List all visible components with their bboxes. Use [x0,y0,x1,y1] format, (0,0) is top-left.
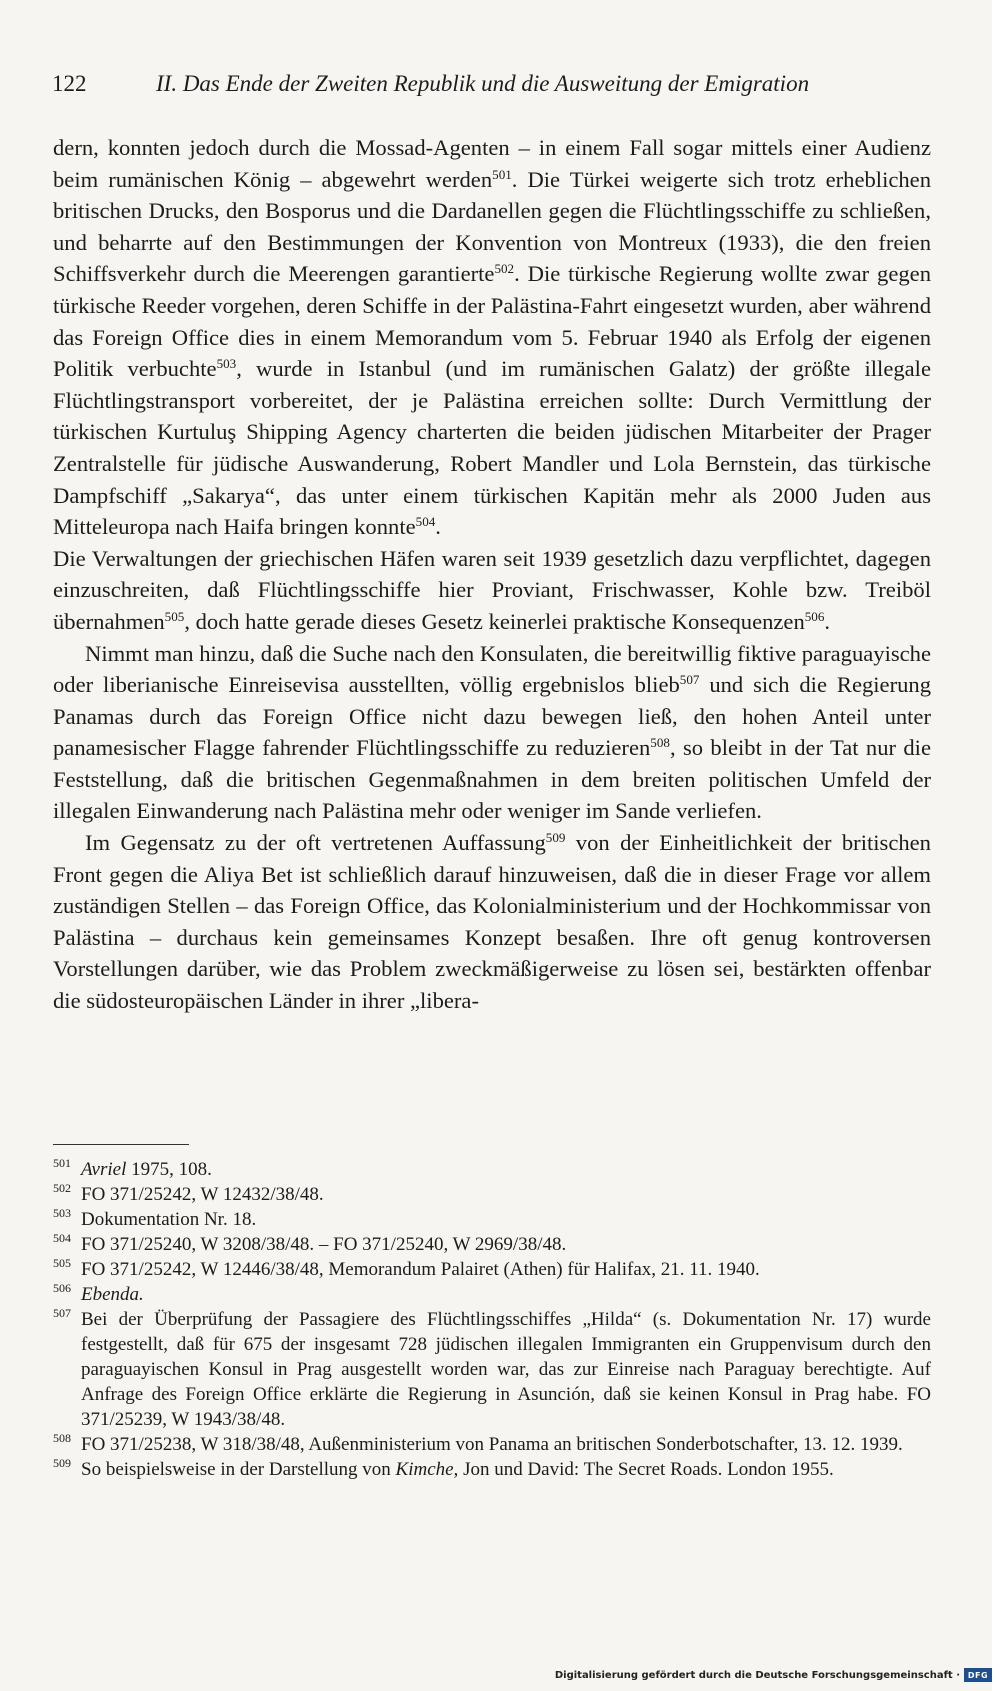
text-run: , wurde in Istanbul (und im rumänischen Galatz) der größte illegale Flüchtlingstransport vorbereitet, der je Palästina erreichen sollte: Durch Vermittlung der türkischen Kurtuluş Shipping Agency charterten die beiden jüdischen Mitarbeiter der Prager Zentralstelle für jüdische Auswanderung, Robert Mandler und Lola Bernstein, das türkische Dampfschiff „Sakarya“, das unter einem türkischen Kapitän mehr als 2000 Juden aus Mitteleuropa nach Haifa bringen konnte [53,356,931,540]
footnote-ref-505: 505 [164,608,185,624]
footnote-ref-504: 504 [415,514,436,529]
text-run: , doch hatte gerade dieses Gesetz keinerlei praktische Konsequenzen [184,608,805,634]
text-run: . Die türkische Regierung wollte zwar gegen türkische Reeder vorgehen, deren Schiffe in der Palästina-Fahrt eingesetzt wurden, aber während das Foreign Office dies in einem Memorandum vom 5. Februar 1940 als Erfolg der eigenen Politik verbuchte [53,261,931,382]
footnote-separator [53,1144,189,1145]
footnote-number: 506 [53,1281,71,1295]
footnote-ref-508: 508 [650,735,670,751]
page-number: 122 [52,71,87,96]
text-run: Nimmt man hinzu, daß die Suche nach den Konsulaten, die bereitwillig fiktive paraguayische oder liberianische Einreisevisa ausstellten, völlig ergebnislos blieb [53,640,931,698]
footnote-506 [53,1282,931,1307]
footnote-502 [53,1182,931,1207]
footnote-text: 1975, 108. [126,1159,212,1180]
body-text [53,132,931,1017]
footnote-501 [53,1157,931,1182]
footnote-505 [53,1257,931,1282]
footnote-number: 507 [53,1306,71,1320]
footnotes [53,1157,931,1482]
dfg-logo-icon: DFG [964,1668,992,1682]
footnote-author: Avriel [81,1159,127,1180]
footnote-ref-501: 501 [492,166,512,182]
paragraph-1 [53,132,931,543]
text-run: . Die Türkei weigerte sich trotz erheblichen britischen Drucks, den Bosporus und die Dardanellen gegen die Flüchtlingsschiffe zu schließen, und beharrte auf den Bestimmungen der Konvention von Montreux (1933), die den freien Schiffsverkehr durch die Meerengen garantierte [53,166,931,287]
footnote-text: FO 371/25242, W 12446/38/48, Memorandum Palairet (Athen) für Halifax, 21. 11. 1940. [81,1259,760,1280]
footnote-text: Dokumentation Nr. 18. [81,1209,257,1230]
digitization-credit [555,1667,992,1683]
running-head: II. Das Ende der Zweiten Republik und die Ausweitung der Emigration [156,71,810,96]
footnote-ref-507: 507 [679,671,700,687]
text-run: dern, konnten jedoch durch die Mossad-Agenten – in einem Fall sogar mittels einer Audienz beim rumänischen König – abgewehrt werden [53,135,931,192]
footnote-text: So beispielsweise in der Darstellung von [81,1459,396,1480]
footnote-text: Ebenda. [81,1284,144,1305]
page-header [52,68,932,100]
footnote-508 [53,1432,931,1457]
paragraph-4 [53,827,931,1017]
footnote-number: 503 [53,1206,71,1220]
footnote-number: 509 [53,1456,71,1470]
footnote-504 [53,1232,931,1257]
footnote-503 [53,1207,931,1232]
footnote-ref-506: 506 [804,608,825,624]
text-run: Im Gegensatz zu der oft vertretenen Auffassung [85,830,546,856]
text-run: . [824,608,831,634]
text-run: von der Einheitlichkeit der britischen Front gegen die Aliya Bet ist schließlich darauf hinzuweisen, daß die in dieser Frage vor allem zuständigen Stellen – das Foreign Office, das Kolonialministerium und der Hochkommissar von Palästina – durchaus kein gemeinsames Konzept besaßen. Ihre oft genug kontroversen Vorstellungen darüber, wie das Problem zweckmäßigerweise zu lösen sei, bestärkten offenbar die südosteuropäischen Länder in ihrer „libera- [53,830,931,1014]
footnote-number: 504 [53,1231,71,1245]
footnote-ref-503: 503 [216,356,237,372]
footnote-text: Bei der Überprüfung der Passagiere des Flüchtlingsschiffes „Hilda“ (s. Dokumentation Nr. 17) wurde festgestellt, daß für 675 der insgesamt 728 jüdischen illegalen Immigranten ein Gruppenvisum durch den paraguayischen Konsul in Prag ausgestellt worden war, das zur Einreise nach Paraguay berechtigte. Auf Anfrage des Foreign Office erklärte die Regierung in Asunción, daß sie keinen Konsul in Prag habe. FO 371/25239, W 1943/38/48. [81,1309,931,1430]
footnote-text: FO 371/25242, W 12432/38/48. [81,1184,324,1205]
credit-text: Digitalisierung gefördert durch die Deutsche Forschungsgemeinschaft · [554,1669,960,1681]
footnote-author: Kimche, [395,1459,459,1480]
footnote-number: 508 [53,1431,71,1445]
footnote-ref-502: 502 [494,261,515,277]
footnote-text: FO 371/25240, W 3208/38/48. – FO 371/25240, W 2969/38/48. [81,1234,567,1255]
footnote-text: Jon und David: The Secret Roads. London 1955. [458,1459,834,1480]
footnote-number: 505 [53,1256,71,1270]
footnote-507 [53,1307,931,1432]
text-run: . [435,514,441,540]
footnote-text: FO 371/25238, W 318/38/48, Außenministerium von Panama an britischen Sonderbotschafter, 13. 12. 1939. [81,1434,903,1455]
footnote-ref-509: 509 [545,829,566,845]
footnote-509 [53,1457,931,1482]
text-run: , so bleibt in der Tat nur die Feststellung, daß die britischen Gegenmaßnahmen in dem breiten politischen Umfeld der illegalen Einwanderung nach Palästina mehr oder weniger im Sande verliefen. [53,735,931,824]
footnote-number: 501 [53,1156,71,1170]
footnote-number: 502 [53,1181,71,1195]
paragraph-3 [53,638,931,828]
text-run: und sich die Regierung Panamas durch das Foreign Office nicht dazu bewegen ließ, den hohen Anteil unter panamesischer Flagge fahrender Flüchtlingsschiffe zu reduzieren [53,672,931,761]
paragraph-2 [53,543,931,638]
text-run: Die Verwaltungen der griechischen Häfen waren seit 1939 gesetzlich dazu verpflichtet, dagegen einzuschreiten, daß Flüchtlingsschiffe hier Proviant, Frischwasser, Kohle bzw. Treiböl übernahmen [53,545,931,634]
